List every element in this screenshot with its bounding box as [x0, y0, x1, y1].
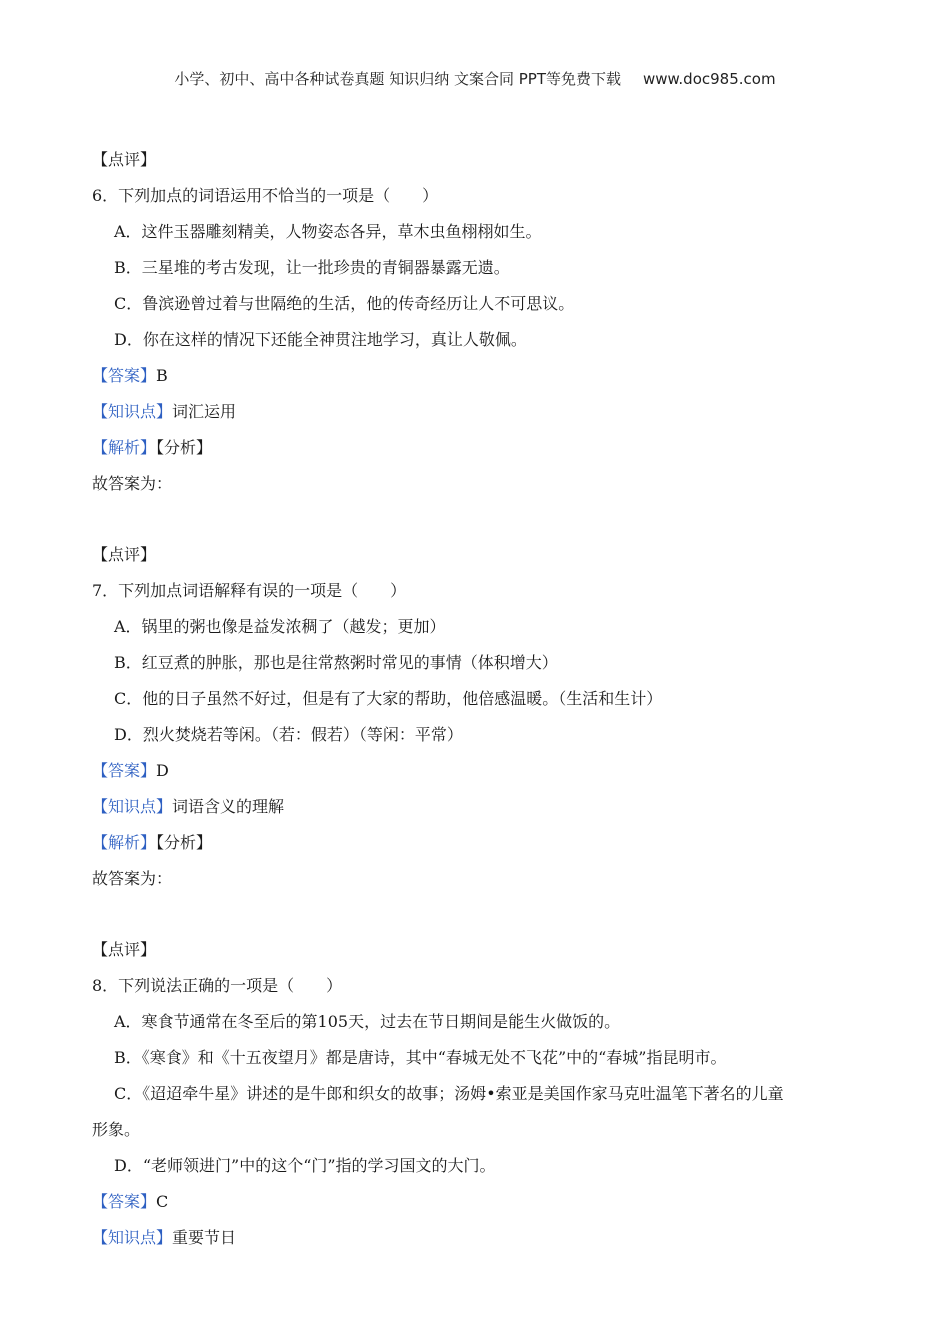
answer-tag: 【答案】: [92, 1192, 157, 1211]
q6-option-c: C．鲁滨逊曾过着与世隔绝的生活，他的传奇经历让人不可思议。: [114, 294, 575, 313]
analysis-value: 【分析】: [156, 438, 213, 457]
analysis-tag: 【解析】: [92, 438, 157, 457]
q6-conclusion: 故答案为：: [92, 474, 173, 493]
q7-option-a: A．锅里的粥也像是益发浓稠了（越发；更加）: [114, 617, 446, 636]
header-text: 小学、初中、高中各种试卷真题 知识归纳 文案合同 PPT等免费下载: [174, 70, 621, 88]
q7-answer: [92, 753, 862, 789]
knowledge-tag: 【知识点】: [92, 1228, 173, 1247]
knowledge-value: 词汇运用: [172, 402, 237, 421]
q6-stem: 6．下列加点的词语运用不恰当的一项是（ ）: [92, 186, 439, 205]
knowledge-value: 重要节日: [172, 1228, 237, 1247]
q7-review: 【点评】: [92, 940, 157, 959]
answer-tag: 【答案】: [92, 366, 157, 385]
answer-value: C: [156, 1192, 169, 1211]
q8-knowledge-point: [92, 1220, 862, 1256]
q7-option-c: C．他的日子虽然不好过，但是有了大家的帮助，他倍感温暖。（生活和生计）: [114, 689, 663, 708]
q6-option-d: D．你在这样的情况下还能全神贯注地学习，真让人敬佩。: [114, 330, 527, 349]
review-label: 【点评】: [92, 150, 157, 169]
q8-stem: 8．下列说法正确的一项是（ ）: [92, 976, 343, 995]
q7-analysis: [92, 825, 862, 861]
q8-option-c: C．《迢迢牵牛星》讲述的是牛郎和织女的故事；汤姆•索亚是美国作家马克吐温笔下著名的儿童: [114, 1084, 784, 1103]
document-body: [92, 142, 862, 1256]
q8-answer: [92, 1184, 862, 1220]
q8-option-d: D．“老师领进门”中的这个“门”指的学习国文的大门。: [114, 1156, 496, 1175]
q7-conclusion: 故答案为：: [92, 869, 173, 888]
q6-option-a: A．这件玉器雕刻精美，人物姿态各异，草木虫鱼栩栩如生。: [114, 222, 542, 241]
q6-analysis: [92, 430, 862, 466]
answer-value: D: [156, 761, 169, 780]
analysis-value: 【分析】: [156, 833, 213, 852]
q8-option-a: A．寒食节通常在冬至后的第105天，过去在节日期间是能生火做饭的。: [114, 1012, 621, 1031]
q7-option-d: D．烈火焚烧若等闲。（若：假若）（等闲：平常）: [114, 725, 463, 744]
q7-knowledge-point: [92, 789, 862, 825]
q6-knowledge-point: [92, 394, 862, 430]
answer-tag: 【答案】: [92, 761, 157, 780]
answer-value: B: [156, 366, 168, 385]
header-site: www.doc985.com: [642, 70, 776, 88]
knowledge-value: 词语含义的理解: [172, 797, 285, 816]
knowledge-tag: 【知识点】: [92, 797, 173, 816]
q7-option-b: B．红豆煮的肿胀，那也是往常熬粥时常见的事情（体积增大）: [114, 653, 558, 672]
q8-option-b: B．《寒食》和《十五夜望月》都是唐诗，其中“春城无处不飞花”中的“春城”指昆明市。: [114, 1048, 727, 1067]
q7-stem: 7．下列加点词语解释有误的一项是（ ）: [92, 581, 407, 600]
knowledge-tag: 【知识点】: [92, 402, 173, 421]
page-header: [0, 68, 950, 89]
q6-option-b: B．三星堆的考古发现，让一批珍贵的青铜器暴露无遗。: [114, 258, 510, 277]
q6-answer: [92, 358, 862, 394]
q6-review: 【点评】: [92, 545, 157, 564]
analysis-tag: 【解析】: [92, 833, 157, 852]
q8-option-c-continued: 形象。: [92, 1120, 141, 1139]
